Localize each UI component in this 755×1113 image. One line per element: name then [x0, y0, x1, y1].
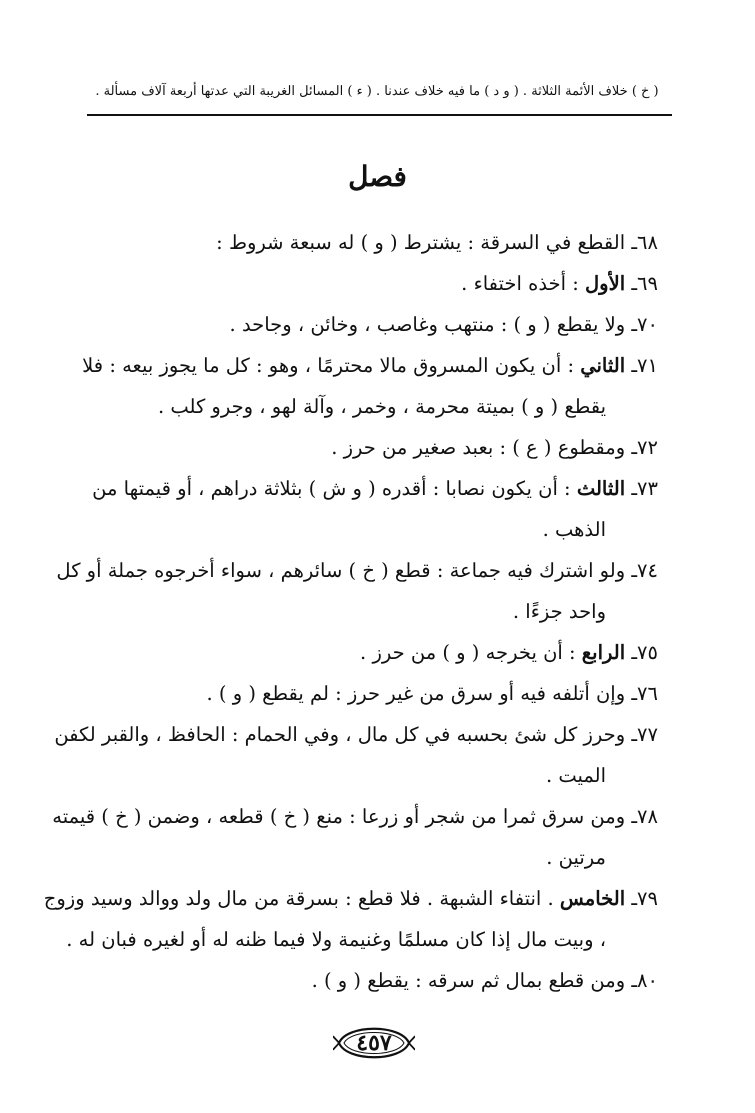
entry	[52, 796, 658, 878]
entry-number: ٧٣ـ	[631, 477, 658, 500]
entry-text: القطع في السرقة : يشترط ( و ) له سبعة شروط :	[216, 231, 626, 254]
entry-text: : أن يخرجه ( و ) من حرز .	[360, 641, 576, 664]
entry	[82, 345, 658, 427]
entry-continuation-line	[82, 386, 658, 427]
entry-number: ٨٠ـ	[631, 969, 658, 992]
entry-keyword: الأول	[585, 272, 626, 295]
entry-continuation-line	[66, 919, 658, 960]
entry-first-line	[82, 304, 658, 345]
entry-first-line	[82, 960, 658, 1001]
running-header: ( خ ) خلاف الأئمة الثلاثة . ( و د ) ما فيه خلاف عندنا . ( ء ) المسائل الغريبة التي عدتها أربعة آلاف مسألة .	[95, 84, 659, 99]
entry-text: الذهب .	[542, 518, 606, 541]
entry-first-line	[56, 550, 658, 591]
entry	[43, 878, 658, 960]
entry-text: ومن قطع بمال ثم سرقه : يقطع ( و ) .	[311, 969, 626, 992]
entry-text: ، وبيت مال إذا كان مسلمًا وغنيمة ولا فيما ظنه له أو لغيره فبان له .	[66, 928, 606, 951]
entry-first-line	[54, 714, 658, 755]
entry-number: ٧٩ـ	[631, 887, 658, 910]
entry-number: ٧٠ـ	[631, 313, 658, 336]
entry-text: : أن يكون المسروق مالا محترمًا ، وهو : كل ما يجوز بيعه : فلا	[82, 354, 575, 377]
entry-number: ٧٦ـ	[631, 682, 658, 705]
entry-text: ولا يقطع ( و ) : منتهب وغاصب ، وخائن ، وجاحد .	[229, 313, 626, 336]
entry-keyword: الثاني	[580, 354, 626, 377]
entry	[54, 714, 658, 796]
entry	[82, 427, 658, 468]
entry-keyword: الثالث	[576, 477, 626, 500]
entry	[82, 632, 658, 673]
entry-number: ٧٧ـ	[631, 723, 658, 746]
header-rule	[87, 114, 672, 116]
entry	[82, 222, 658, 263]
entry-continuation-line	[82, 837, 658, 878]
entry-number: ٧٢ـ	[631, 436, 658, 459]
entry-keyword: الخامس	[559, 887, 626, 910]
entry-number: ٧٨ـ	[631, 805, 658, 828]
entry-keyword: الرابع	[581, 641, 626, 664]
entry-text: وإن أتلفه فيه أو سرق من غير حرز : لم يقطع ( و ) .	[206, 682, 626, 705]
entry-number: ٧٥ـ	[631, 641, 658, 664]
entry-text: الميت .	[545, 764, 606, 787]
entry-first-line	[82, 345, 658, 386]
entry-first-line	[82, 427, 658, 468]
entry-first-line	[52, 796, 658, 837]
entry-text: : أن يكون نصابا : أقدره ( و ش ) بثلاثة دراهم ، أو قيمتها من	[92, 477, 571, 500]
entry-first-line	[82, 263, 658, 304]
entry-number: ٦٩ـ	[631, 272, 658, 295]
entry-text: مرتين .	[546, 846, 606, 869]
entry-continuation-line	[82, 755, 658, 796]
entry-first-line	[82, 632, 658, 673]
entry	[82, 960, 658, 1001]
section-title: فصل	[348, 160, 407, 193]
entry-text: يقطع ( و ) بميتة محرمة ، وخمر ، وآلة لهو ، وجرو كلب .	[157, 395, 606, 418]
entry-first-line	[82, 222, 658, 263]
entry-text: : أخذه اختفاء .	[461, 272, 579, 295]
entry	[82, 263, 658, 304]
entry	[82, 304, 658, 345]
entry-number: ٧١ـ	[631, 354, 658, 377]
entry-text: ولو اشترك فيه جماعة : قطع ( خ ) سائرهم ، سواء أخرجوه جملة أو كل	[56, 559, 626, 582]
entry	[82, 673, 658, 714]
entries-list	[43, 222, 658, 1001]
entry-text: وحرز كل شئ بحسبه في كل مال ، وفي الحمام : الحافظ ، والقبر لكفن	[54, 723, 626, 746]
entry-first-line	[82, 468, 658, 509]
entry-number: ٦٨ـ	[631, 231, 658, 254]
entry-continuation-line	[82, 509, 658, 550]
entry-first-line	[82, 673, 658, 714]
entry-continuation-line	[82, 591, 658, 632]
page-number: ٤٥٧	[356, 1030, 392, 1056]
entry-text: . انتفاء الشبهة . فلا قطع : بسرقة من مال ولد ووالد وسيد وزوج	[43, 887, 554, 910]
entry-number: ٧٤ـ	[631, 559, 658, 582]
entry-text: واحد جزءًا .	[512, 600, 606, 623]
entry-text: ومن سرق ثمرا من شجر أو زرعا : منع ( خ ) قطعه ، وضمن ( خ ) قيمته	[52, 805, 626, 828]
entry-text: ومقطوع ( ع ) : بعبد صغير من حرز .	[331, 436, 626, 459]
entry-first-line	[43, 878, 658, 919]
page-number-frame	[333, 1020, 415, 1066]
entry	[82, 468, 658, 550]
entry	[56, 550, 658, 632]
